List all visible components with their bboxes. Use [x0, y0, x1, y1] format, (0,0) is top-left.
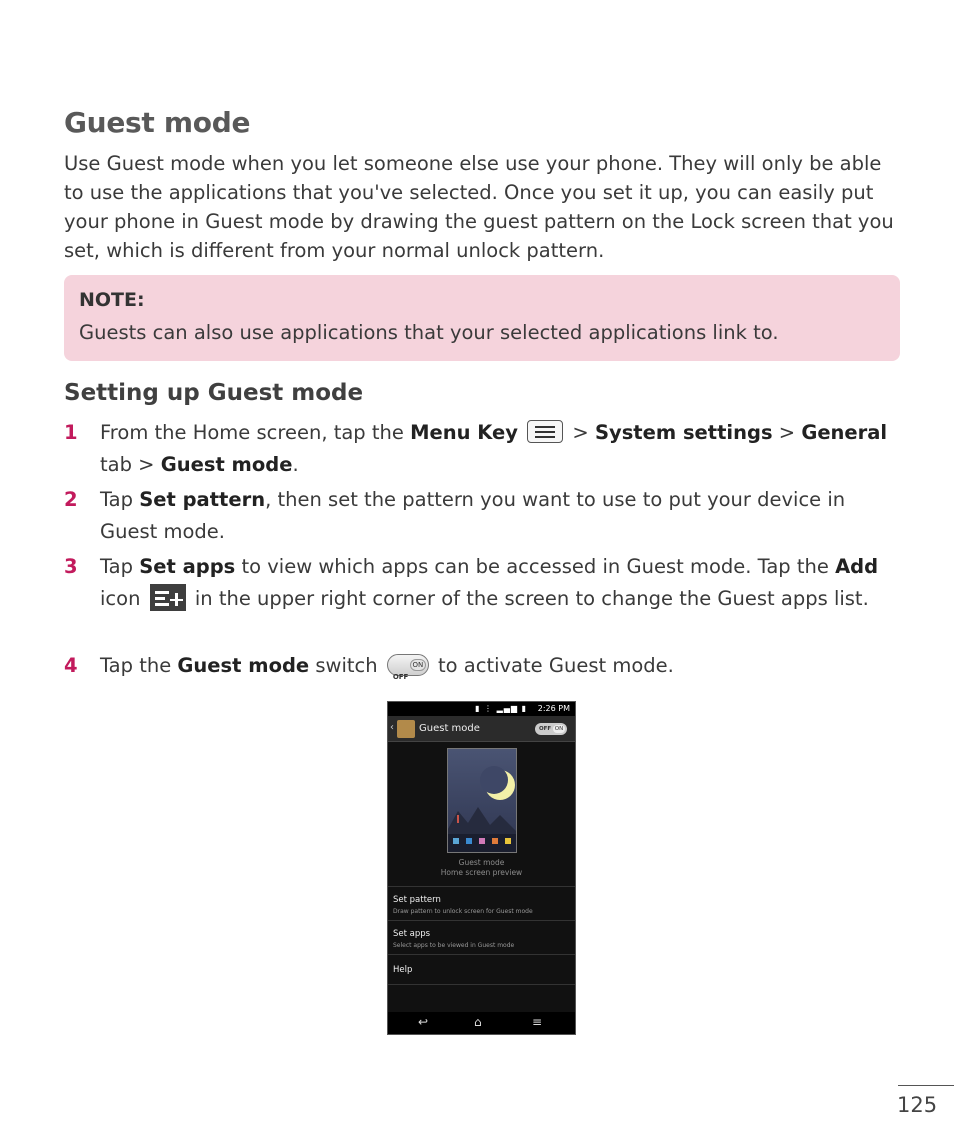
- step-number: 2: [64, 488, 78, 511]
- menu-key-icon: [527, 420, 563, 443]
- set-pattern-item[interactable]: Set pattern: [393, 895, 441, 905]
- step-text: icon: [100, 587, 147, 610]
- step-text: Tap: [100, 488, 140, 511]
- section-heading: Setting up Guest mode: [64, 380, 364, 406]
- action-bar: [388, 716, 575, 742]
- step-text: , then set the pattern you want to use to put your device in Guest mode.: [100, 488, 846, 543]
- screen-title: Guest mode: [419, 723, 480, 734]
- step-1: [64, 417, 904, 481]
- home-screen-preview: [447, 748, 517, 853]
- intro-paragraph: Use Guest mode when you let someone else use your phone. They will only be able to use the applications that you've selected. Once you set it up, you can easily put your phone in Guest mode by drawing the guest pattern on the Lock screen that you set, which is different from your normal unlock pattern.: [64, 152, 894, 262]
- back-nav-icon[interactable]: ↩: [418, 1015, 429, 1029]
- note-text: Guests can also use applications that your selected applications link to.: [79, 321, 779, 344]
- phone-screenshot: [387, 701, 576, 1035]
- step-bold: Guest mode: [177, 654, 310, 677]
- guest-mode-toggle[interactable]: OFF ON: [535, 723, 567, 735]
- navigation-bar: [388, 1012, 575, 1034]
- set-apps-item[interactable]: Set apps: [393, 929, 431, 939]
- step-text: >: [566, 421, 595, 444]
- step-bold: Add: [835, 555, 879, 578]
- step-text: tab >: [100, 453, 161, 476]
- preview-caption: Guest mode: [458, 858, 505, 867]
- set-apps-desc: Select apps to be viewed in Guest mode: [393, 942, 515, 949]
- step-text: switch: [309, 654, 384, 677]
- step-bold: Set pattern: [139, 488, 266, 511]
- status-time: 2:26 PM: [537, 704, 570, 713]
- step-bold: Guest mode: [160, 453, 293, 476]
- preview-dock: [448, 834, 516, 852]
- step-bold: System settings: [594, 421, 773, 444]
- step-number: 1: [64, 421, 78, 444]
- step-text: to view which apps can be accessed in Guest mode. Tap the: [235, 555, 836, 578]
- step-text: Tap the: [100, 654, 178, 677]
- step-text: .: [292, 453, 299, 476]
- step-3: [64, 551, 904, 615]
- menu-nav-icon[interactable]: ≡: [532, 1015, 543, 1029]
- toggle-switch-icon: OFF ON: [387, 654, 429, 676]
- step-bold: Menu Key: [410, 421, 518, 444]
- step-text: to activate Guest mode.: [431, 654, 674, 677]
- signal-icon: ▮ ⋮ ▂▄▆ ▮: [475, 704, 527, 713]
- step-text: in the upper right corner of the screen to change the Guest apps list.: [188, 587, 869, 610]
- preview-subcaption: Home screen preview: [440, 868, 523, 877]
- step-text: >: [772, 421, 802, 444]
- status-bar: [388, 702, 575, 716]
- page-number: 125: [897, 1093, 938, 1117]
- step-2: [64, 484, 904, 548]
- page-number-rule: [898, 1085, 954, 1086]
- step-number: 4: [64, 654, 78, 677]
- home-nav-icon[interactable]: ⌂: [474, 1015, 482, 1029]
- step-bold: Set apps: [139, 555, 236, 578]
- set-pattern-desc: Draw pattern to unlock screen for Guest mode: [393, 908, 533, 915]
- step-text: Tap: [100, 555, 140, 578]
- note-box: [64, 275, 900, 361]
- step-text: From the Home screen, tap the: [100, 421, 411, 444]
- help-item[interactable]: Help: [393, 965, 413, 975]
- page-title: Guest mode: [64, 106, 251, 139]
- step-number: 3: [64, 555, 78, 578]
- note-title: NOTE:: [79, 289, 145, 311]
- step-4: [64, 650, 904, 682]
- back-chevron-icon[interactable]: ‹: [390, 722, 394, 733]
- guest-mode-app-icon: [397, 720, 415, 738]
- add-icon: [150, 584, 186, 611]
- step-bold: General: [801, 421, 888, 444]
